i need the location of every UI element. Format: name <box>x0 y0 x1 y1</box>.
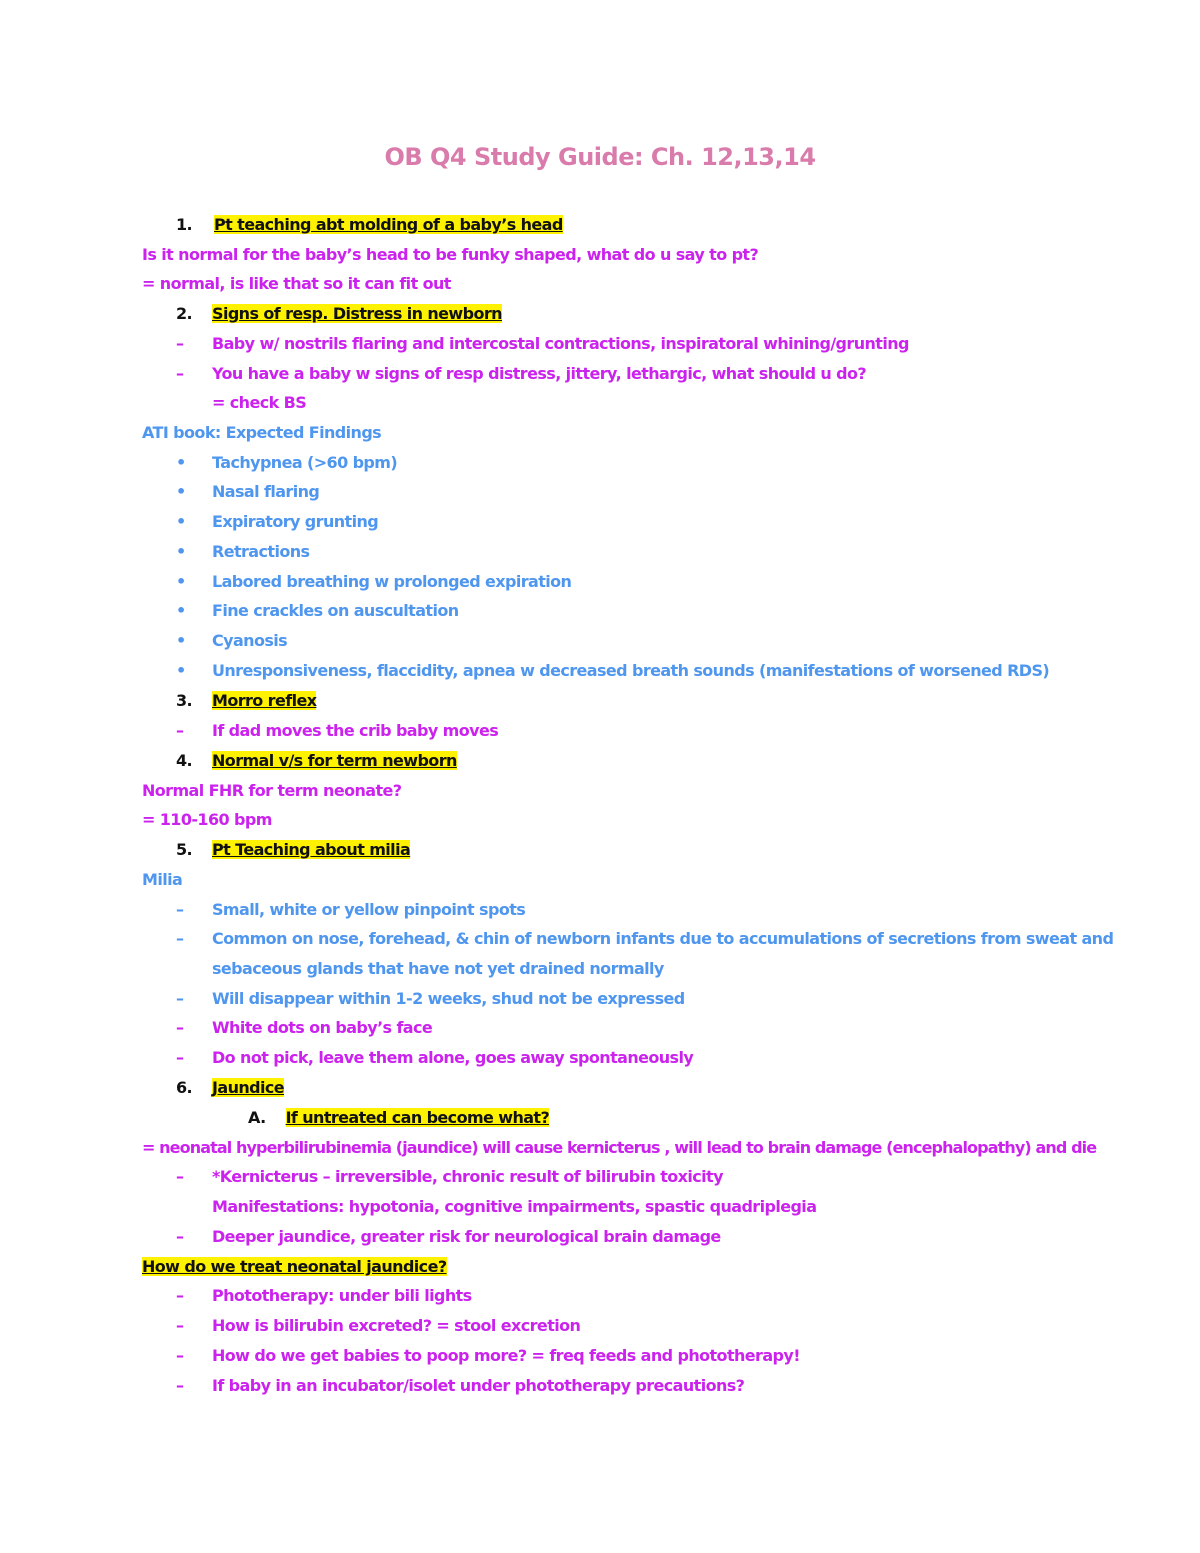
list-item: Expiratory grunting <box>212 512 379 531</box>
dash-marker: – <box>176 1376 184 1395</box>
list-item: Labored breathing w prolonged expiration <box>212 572 572 591</box>
list-item: *Kernicterus – irreversible, chronic result of bilirubin toxicity <box>212 1167 723 1186</box>
dash-marker: – <box>176 900 184 919</box>
list-item: How is bilirubin excreted? = stool excretion <box>212 1316 581 1335</box>
section-number: 6. <box>176 1078 193 1097</box>
section-heading-text: If untreated can become what? <box>285 1108 550 1127</box>
section-6a-heading <box>248 1108 549 1128</box>
dash-marker: – <box>176 1048 184 1067</box>
section-heading-text: Signs of resp. Distress in newborn <box>212 304 502 323</box>
bullet-marker: • <box>176 601 187 620</box>
dash-marker: – <box>176 1316 184 1335</box>
list-item: Baby w/ nostrils flaring and intercostal contractions, inspiratoral whining/grunting <box>212 334 909 353</box>
list-item: You have a baby w signs of resp distress, jittery, lethargic, what should u do? <box>212 364 867 383</box>
section-6-heading <box>176 1078 284 1098</box>
section-number: A. <box>248 1108 266 1127</box>
list-item: Common on nose, forehead, & chin of newborn infants due to accumulations of secretions from sweat and <box>212 929 1114 948</box>
answer-line: = 110-160 bpm <box>142 810 272 829</box>
list-item: How do we get babies to poop more? = freq feeds and phototherapy! <box>212 1346 800 1365</box>
section-number: 4. <box>176 751 193 770</box>
milia-heading: Milia <box>142 870 183 889</box>
dash-marker: – <box>176 989 184 1008</box>
treat-heading-text: How do we treat neonatal jaundice? <box>142 1257 447 1276</box>
section-number: 5. <box>176 840 193 859</box>
treat-heading <box>142 1257 447 1277</box>
list-item-continuation: sebaceous glands that have not yet drained normally <box>212 959 664 978</box>
dash-marker: – <box>176 364 184 383</box>
section-heading-text: Jaundice <box>212 1078 285 1097</box>
section-heading-text: Morro reflex <box>212 691 317 710</box>
dash-marker: – <box>176 1167 184 1186</box>
bullet-marker: • <box>176 572 187 591</box>
list-item: Do not pick, leave them alone, goes away spontaneously <box>212 1048 694 1067</box>
bullet-marker: • <box>176 661 187 680</box>
list-item: White dots on baby’s face <box>212 1018 433 1037</box>
list-item: Nasal flaring <box>212 482 320 501</box>
section-2-heading <box>176 304 502 324</box>
section-5-heading <box>176 840 410 860</box>
section-heading-text: Pt teaching abt molding of a baby’s head <box>214 215 563 234</box>
page-title: OB Q4 Study Guide: Ch. 12,13,14 <box>384 143 816 171</box>
answer-line: = check BS <box>212 393 307 412</box>
question-line: Normal FHR for term neonate? <box>142 781 402 800</box>
list-item: Cyanosis <box>212 631 288 650</box>
list-item: If dad moves the crib baby moves <box>212 721 499 740</box>
bullet-marker: • <box>176 542 187 561</box>
section-number: 3. <box>176 691 193 710</box>
section-heading-text: Normal v/s for term newborn <box>212 751 457 770</box>
list-item: Retractions <box>212 542 310 561</box>
section-3-heading <box>176 691 316 711</box>
answer-line: = neonatal hyperbilirubinemia (jaundice) will cause kernicterus , will lead to brain damage (encephalopathy) and die <box>142 1138 1097 1157</box>
bullet-marker: • <box>176 631 187 650</box>
dash-marker: – <box>176 1018 184 1037</box>
list-item: Tachypnea (>60 bpm) <box>212 453 398 472</box>
bullet-marker: • <box>176 453 187 472</box>
list-item: Unresponsiveness, flaccidity, apnea w decreased breath sounds (manifestations of worsened RDS) <box>212 661 1050 680</box>
dash-marker: – <box>176 1286 184 1305</box>
bullet-marker: • <box>176 512 187 531</box>
list-item: Phototherapy: under bili lights <box>212 1286 472 1305</box>
section-number: 2. <box>176 304 193 323</box>
dash-marker: – <box>176 1346 184 1365</box>
answer-line: = normal, is like that so it can fit out <box>142 274 451 293</box>
section-heading-text: Pt Teaching about milia <box>212 840 411 859</box>
dash-marker: – <box>176 334 184 353</box>
dash-marker: – <box>176 721 184 740</box>
dash-marker: – <box>176 929 184 948</box>
list-item: Will disappear within 1-2 weeks, shud not be expressed <box>212 989 685 1008</box>
list-item: Fine crackles on auscultation <box>212 601 459 620</box>
bullet-marker: • <box>176 482 187 501</box>
list-item: Deeper jaundice, greater risk for neurological brain damage <box>212 1227 721 1246</box>
list-item-continuation: Manifestations: hypotonia, cognitive impairments, spastic quadriplegia <box>212 1197 817 1216</box>
section-number: 1. <box>176 215 193 234</box>
list-item: Small, white or yellow pinpoint spots <box>212 900 526 919</box>
list-item: If baby in an incubator/isolet under phototherapy precautions? <box>212 1376 745 1395</box>
dash-marker: – <box>176 1227 184 1246</box>
question-line: Is it normal for the baby’s head to be funky shaped, what do u say to pt? <box>142 245 759 264</box>
section-4-heading <box>176 751 457 771</box>
ati-heading: ATI book: Expected Findings <box>142 423 382 442</box>
section-1-heading <box>176 215 563 235</box>
